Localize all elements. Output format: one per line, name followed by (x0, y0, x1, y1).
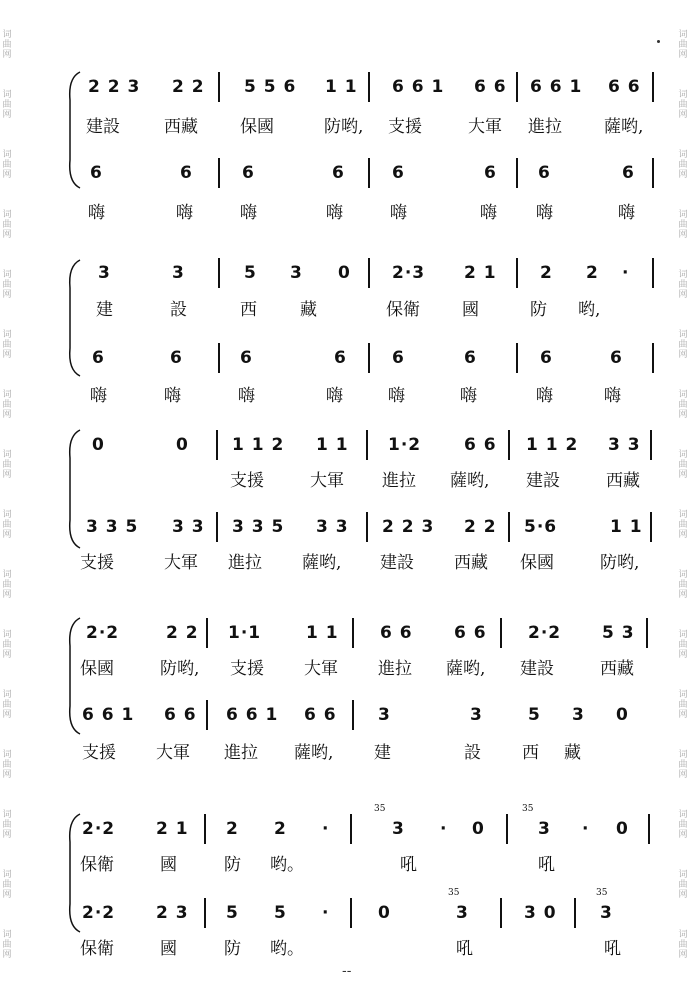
note-group: 1·1 (228, 623, 262, 643)
lyric: 設 (170, 300, 187, 320)
note-group: · (582, 819, 590, 839)
grace-note: 35 (374, 804, 386, 814)
system-1-upper-lyrics (0, 112, 690, 142)
lyric: 防 (224, 939, 241, 959)
watermark-text: 词曲网 (2, 870, 12, 900)
lyric: 吼 (604, 939, 621, 959)
note-group: 0 (616, 705, 629, 725)
lyric: 支援 (388, 117, 422, 137)
system-5-upper-lyrics (0, 850, 690, 880)
lyric: 支援 (230, 659, 264, 679)
note-group: 1 1 (325, 77, 358, 97)
lyric: 大軍 (310, 471, 344, 491)
lyric: 防 (224, 855, 241, 875)
note-group: 6 6 1 (82, 705, 135, 725)
lyric: 嗨 (480, 203, 497, 223)
note-group: · (322, 903, 330, 923)
note-group: 6 6 1 (392, 77, 445, 97)
lyric: 薩哟, (450, 471, 490, 491)
note-group: 6 (242, 163, 255, 183)
note-group: 0 (338, 263, 351, 283)
note-group: 1 1 (316, 435, 349, 455)
note-group: 6 (392, 163, 405, 183)
watermark-text: 词曲网 (678, 330, 688, 360)
note-group: 6 (622, 163, 635, 183)
watermark-text: 词曲网 (2, 390, 12, 420)
note-group: 2 1 (156, 819, 189, 839)
lyric: 保衛 (80, 939, 114, 959)
watermark-text: 词曲网 (678, 810, 688, 840)
bar-line (652, 72, 654, 102)
lyric: 薩哟, (604, 117, 644, 137)
system-5-lower-notes (0, 898, 690, 928)
note-group: 5 (274, 903, 287, 923)
bar-line (206, 618, 208, 648)
note-group: · (622, 263, 630, 283)
lyric: 嗨 (326, 386, 343, 406)
note-group: 2 2 (166, 623, 199, 643)
bar-line (350, 814, 352, 844)
lyric: 嗨 (536, 203, 553, 223)
lyric: 進拉 (224, 743, 258, 763)
note-group: 3 (290, 263, 303, 283)
lyric: 進拉 (228, 553, 262, 573)
watermark-text: 词曲网 (2, 750, 12, 780)
watermark-text: 词曲网 (2, 570, 12, 600)
watermark-text: 词曲网 (2, 930, 12, 960)
watermark-text: 词曲网 (2, 270, 12, 300)
lyric: 薩哟, (446, 659, 486, 679)
note-group: 2·2 (82, 903, 116, 923)
bar-line (648, 814, 650, 844)
bar-line (204, 814, 206, 844)
lyric: 嗨 (238, 386, 255, 406)
bar-line (574, 898, 576, 928)
note-group: 1 1 2 (232, 435, 285, 455)
note-group: 6 (392, 348, 405, 368)
bar-line (218, 258, 220, 288)
lyric: 薩哟, (302, 553, 342, 573)
note-group: 3 (456, 903, 469, 923)
note-group: 1·2 (388, 435, 422, 455)
lyric: 大軍 (468, 117, 502, 137)
lyric: 進拉 (528, 117, 562, 137)
note-group: 2·2 (82, 819, 116, 839)
lyric: 嗨 (390, 203, 407, 223)
lyric: 防哟, (600, 553, 640, 573)
watermark-text: 词曲网 (678, 510, 688, 540)
bar-line (650, 430, 652, 460)
note-group: 6 6 (454, 623, 487, 643)
note-group: 3 3 5 (232, 517, 285, 537)
system-1-upper-notes (0, 72, 690, 102)
note-group: 5 5 6 (244, 77, 297, 97)
lyric: 嗨 (536, 386, 553, 406)
system-2-lower-lyrics (0, 381, 690, 411)
note-group: 3 (378, 705, 391, 725)
note-group: 3 3 (608, 435, 641, 455)
lyric: 嗨 (460, 386, 477, 406)
lyric: 嗨 (388, 386, 405, 406)
lyric: 保國 (80, 659, 114, 679)
corner-dot (657, 40, 660, 43)
note-group: 6 (538, 163, 551, 183)
page-number: -- (342, 964, 352, 979)
lyric: 吼 (538, 855, 555, 875)
bar-line (204, 898, 206, 928)
watermark-text: 词曲网 (678, 210, 688, 240)
system-1-lower-notes (0, 158, 690, 188)
note-group: 5 (528, 705, 541, 725)
bar-line (218, 343, 220, 373)
lyric: 國 (160, 939, 177, 959)
watermark-text: 词曲网 (2, 510, 12, 540)
note-group: 2 2 3 (88, 77, 141, 97)
system-5-lower-lyrics (0, 934, 690, 964)
note-group: 2·2 (528, 623, 562, 643)
grace-note: 35 (522, 804, 534, 814)
grace-note: 35 (448, 888, 460, 898)
system-3-upper-notes (0, 430, 690, 460)
bar-line (650, 512, 652, 542)
bar-line (216, 430, 218, 460)
watermark-text: 词曲网 (2, 30, 12, 60)
bar-line (516, 343, 518, 373)
note-group: 2 2 (464, 517, 497, 537)
lyric: 西藏 (606, 471, 640, 491)
note-group: 6 6 1 (530, 77, 583, 97)
note-group: 3 3 (172, 517, 205, 537)
lyric: 嗨 (90, 386, 107, 406)
lyric: 嗨 (326, 203, 343, 223)
bar-line (352, 700, 354, 730)
lyric: 支援 (230, 471, 264, 491)
note-group: 6 (334, 348, 347, 368)
bar-line (508, 430, 510, 460)
note-group: 3 (392, 819, 405, 839)
note-group: 6 6 (164, 705, 197, 725)
lyric: 保衛 (386, 300, 420, 320)
note-group: 6 6 (304, 705, 337, 725)
lyric: 西藏 (164, 117, 198, 137)
note-group: 6 (170, 348, 183, 368)
lyric: 西 (522, 743, 539, 763)
bar-line (652, 343, 654, 373)
bar-line (506, 814, 508, 844)
lyric: 支援 (80, 553, 114, 573)
watermark-text: 词曲网 (678, 870, 688, 900)
lyric: 西藏 (454, 553, 488, 573)
note-group: 2 2 (172, 77, 205, 97)
lyric: 哟。 (270, 939, 304, 959)
note-group: 6 6 (474, 77, 507, 97)
note-group: 6 (540, 348, 553, 368)
note-group: 2·2 (86, 623, 120, 643)
note-group: 3 (470, 705, 483, 725)
bar-line (508, 512, 510, 542)
note-group: 5 (226, 903, 239, 923)
note-group: 0 (378, 903, 391, 923)
system-4-lower-lyrics (0, 738, 690, 768)
system-4-upper-notes (0, 618, 690, 648)
system-3-upper-lyrics (0, 466, 690, 496)
lyric: 嗨 (88, 203, 105, 223)
note-group: 6 (92, 348, 105, 368)
bar-line (652, 158, 654, 188)
note-group: 0 (92, 435, 105, 455)
bar-line (516, 158, 518, 188)
bar-line (218, 158, 220, 188)
note-group: 6 (610, 348, 623, 368)
lyric: 哟。 (270, 855, 304, 875)
note-group: 2·3 (392, 263, 426, 283)
watermark-text: 词曲网 (2, 210, 12, 240)
note-group: 2 1 (464, 263, 497, 283)
note-group: 1 1 (610, 517, 643, 537)
note-group: 6 (484, 163, 497, 183)
watermark-text: 词曲网 (678, 270, 688, 300)
lyric: 設 (464, 743, 481, 763)
system-3-lower-lyrics (0, 548, 690, 578)
lyric: 西 (240, 300, 257, 320)
bar-line (368, 258, 370, 288)
bar-line (500, 898, 502, 928)
bar-line (368, 72, 370, 102)
lyric: 建 (374, 743, 391, 763)
lyric: 支援 (82, 743, 116, 763)
system-2-upper-notes (0, 258, 690, 288)
note-group: 1 1 2 (526, 435, 579, 455)
lyric: 大軍 (164, 553, 198, 573)
note-group: 3 (98, 263, 111, 283)
watermark-text: 词曲网 (678, 150, 688, 180)
lyric: 藏 (300, 300, 317, 320)
note-group: 6 (240, 348, 253, 368)
lyric: 薩哟, (294, 743, 334, 763)
bar-line (352, 618, 354, 648)
note-group: 6 6 (608, 77, 641, 97)
note-group: 3 (572, 705, 585, 725)
lyric: 防哟, (160, 659, 200, 679)
note-group: 2 (274, 819, 287, 839)
bar-line (366, 430, 368, 460)
note-group: 3 (172, 263, 185, 283)
watermark-text: 词曲网 (2, 150, 12, 180)
bar-line (366, 512, 368, 542)
lyric: 嗨 (618, 203, 635, 223)
bar-line (368, 343, 370, 373)
note-group: 2 (226, 819, 239, 839)
note-group: 6 (332, 163, 345, 183)
note-group: 3 0 (524, 903, 557, 923)
lyric: 哟, (578, 300, 601, 320)
lyric: 防 (530, 300, 547, 320)
watermark-text: 词曲网 (678, 630, 688, 660)
system-3-lower-notes (0, 512, 690, 542)
lyric: 國 (462, 300, 479, 320)
note-group: 3 (600, 903, 613, 923)
lyric: 保衛 (80, 855, 114, 875)
watermark-text: 词曲网 (678, 390, 688, 420)
bar-line (368, 158, 370, 188)
lyric: 藏 (564, 743, 581, 763)
bar-line (350, 898, 352, 928)
lyric: 大軍 (156, 743, 190, 763)
note-group: 2 3 (156, 903, 189, 923)
watermark-text: 词曲网 (2, 90, 12, 120)
note-group: 6 6 (380, 623, 413, 643)
note-group: 3 (538, 819, 551, 839)
bar-line (516, 72, 518, 102)
lyric: 保國 (240, 117, 274, 137)
note-group: 6 6 (464, 435, 497, 455)
note-group: · (440, 819, 448, 839)
lyric: 國 (160, 855, 177, 875)
lyric: 建設 (86, 117, 120, 137)
note-group: 2 (586, 263, 599, 283)
watermark-text: 词曲网 (678, 570, 688, 600)
note-group: 5·6 (524, 517, 558, 537)
watermark-text: 词曲网 (678, 30, 688, 60)
note-group: 6 6 1 (226, 705, 279, 725)
lyric: 建設 (526, 471, 560, 491)
note-group: 3 3 (316, 517, 349, 537)
system-4-lower-notes (0, 700, 690, 730)
bar-line (218, 72, 220, 102)
lyric: 建 (96, 300, 113, 320)
bar-line (206, 700, 208, 730)
watermark-text: 词曲网 (2, 330, 12, 360)
note-group: 0 (472, 819, 485, 839)
bar-line (646, 618, 648, 648)
bar-line (652, 258, 654, 288)
lyric: 西藏 (600, 659, 634, 679)
note-group: 3 3 5 (86, 517, 139, 537)
watermark-text: 词曲网 (678, 450, 688, 480)
note-group: 2 2 3 (382, 517, 435, 537)
lyric: 建設 (380, 553, 414, 573)
watermark-text: 词曲网 (2, 450, 12, 480)
note-group: 6 (180, 163, 193, 183)
lyric: 進拉 (378, 659, 412, 679)
lyric: 嗨 (164, 386, 181, 406)
lyric: 吼 (400, 855, 417, 875)
note-group: 6 (90, 163, 103, 183)
lyric: 嗨 (604, 386, 621, 406)
lyric: 防哟, (324, 117, 364, 137)
watermark-text: 词曲网 (2, 630, 12, 660)
note-group: 5 (244, 263, 257, 283)
system-1-lower-lyrics (0, 198, 690, 228)
lyric: 大軍 (304, 659, 338, 679)
note-group: 6 (464, 348, 477, 368)
lyric: 保國 (520, 553, 554, 573)
watermark-text: 词曲网 (678, 750, 688, 780)
watermark-text: 词曲网 (678, 930, 688, 960)
bar-line (500, 618, 502, 648)
watermark-text: 词曲网 (2, 690, 12, 720)
grace-note: 35 (596, 888, 608, 898)
lyric: 嗨 (176, 203, 193, 223)
bar-line (516, 258, 518, 288)
lyric: 吼 (456, 939, 473, 959)
system-5-upper-notes (0, 814, 690, 844)
note-group: 0 (616, 819, 629, 839)
note-group: · (322, 819, 330, 839)
note-group: 2 (540, 263, 553, 283)
note-group: 0 (176, 435, 189, 455)
lyric: 進拉 (382, 471, 416, 491)
lyric: 嗨 (240, 203, 257, 223)
note-group: 1 1 (306, 623, 339, 643)
note-group: 5 3 (602, 623, 635, 643)
system-4-upper-lyrics (0, 654, 690, 684)
watermark-text: 词曲网 (678, 690, 688, 720)
bar-line (216, 512, 218, 542)
system-2-lower-notes (0, 343, 690, 373)
watermark-text: 词曲网 (2, 810, 12, 840)
system-2-upper-lyrics (0, 295, 690, 325)
watermark-text: 词曲网 (678, 90, 688, 120)
lyric: 建設 (520, 659, 554, 679)
